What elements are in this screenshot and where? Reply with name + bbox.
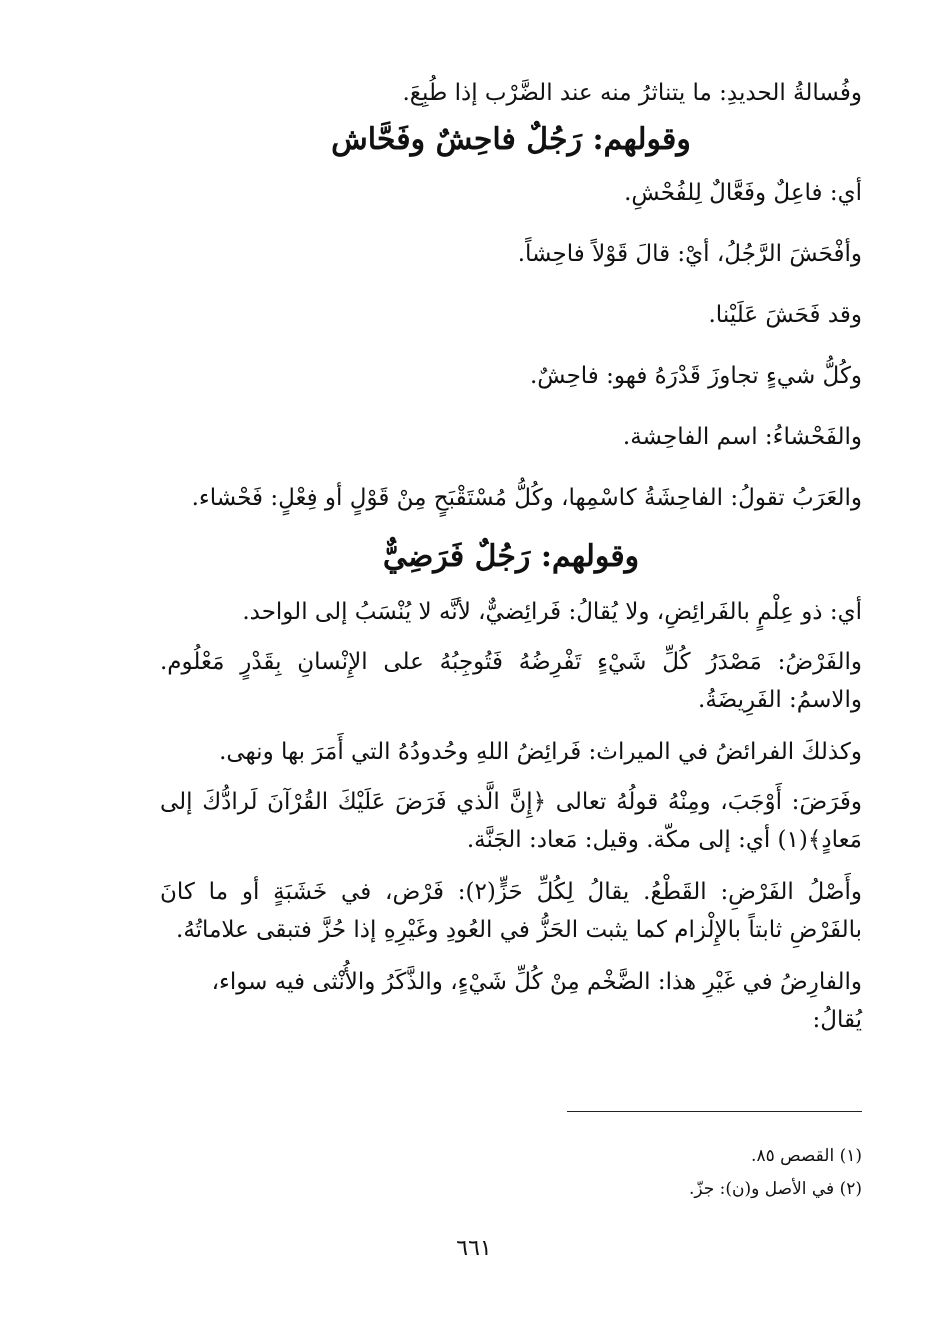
footnote: (٢) في الأصل و(ن): جزّ. — [688, 1179, 862, 1199]
paragraph: أي: فاعِلٌ وفَعَّالٌ لِلفُحْشِ. — [624, 180, 862, 206]
section-heading-fahish: وقولهم: رَجُلٌ فاحِشٌ وفَحَّاش — [331, 122, 691, 157]
section-heading-faradi: وقولهم: رَجُلٌ فَرَضِيٌّ — [382, 539, 640, 574]
paragraph: وفُسالةُ الحديدِ: ما يتناثرُ منه عند الضَّرْب إذا طُبِعَ. — [402, 80, 862, 106]
footnote-divider — [567, 1111, 862, 1112]
main-text — [160, 74, 862, 1039]
footnotes — [160, 1140, 862, 1206]
footnote: (١) القصص ٨٥. — [751, 1146, 862, 1166]
paragraph: وقد فَحَشَ عَلَيْنا. — [708, 302, 862, 328]
paragraph: وأفْحَشَ الرَّجُلُ، أيْ: قالَ قَوْلاً فاحِشاً. — [517, 241, 862, 267]
paragraph: أي: ذو عِلْمٍ بالفَرائِضِ، ولا يُقالُ: فَرائِضيٌّ، لأنَّه لا يُنْسَبُ إلى الواحد. — [242, 599, 862, 625]
paragraph: والعَرَبُ تقولُ: الفاحِشَةُ كاسْمِها، وكُلُّ مُسْتَقْبَحٍ مِنْ قَوْلٍ أو فِعْلٍ: فَحْشاء. — [191, 485, 862, 511]
paragraph: وأَصْلُ الفَرْضِ: القَطْعُ. يقالُ لِكُلِّ حَزٍّ(٢): فَرْض، في خَشَبَةٍ أو ما كانَ بالفَرْضِ ثابتاً بالإِلْزام كما يثبت الحَزُّ في العُودِ وغَيْرِهِ إذا حُزَّ فتبقى علاماتُهُ. — [160, 879, 862, 943]
paragraph: والفَرْضُ: مَصْدَرُ كُلِّ شَيْءٍ تَفْرِضُهُ فَتُوجِبُهُ على الإِنْسانِ بِقَدْرٍ مَعْلُوم. والاسمُ: الفَرِيضَةُ. — [160, 649, 862, 713]
page-number: ٦٦١ — [456, 1236, 492, 1261]
paragraph: والفارِضُ في غَيْرِ هذا: الضَّخْم مِنْ كُلِّ شَيْءٍ، والذَّكَرُ والأُنْثى فيه سواء، يُقالُ: — [211, 969, 862, 1033]
paragraph: وكُلُّ شيءٍ تجاوزَ قَدْرَهُ فهو: فاحِشٌ. — [529, 363, 862, 389]
paragraph: والفَحْشاءُ: اسم الفاحِشة. — [622, 424, 862, 450]
paragraph: وكذلكَ الفرائضُ في الميراث: فَرائِضُ اللهِ وحُدودُهُ التي أَمَرَ بها ونهى. — [219, 739, 862, 765]
paragraph: وفَرَضَ: أَوْجَبَ، ومِنْهُ قولُهُ تعالى ﴿إِنَّ الَّذي فَرَضَ عَلَيْكَ القُرْآنَ لَرادُّكَ إلى مَعادٍ﴾(١) أي: إلى مكّة. وقيل: مَعاد: الجَنَّة. — [160, 789, 862, 853]
